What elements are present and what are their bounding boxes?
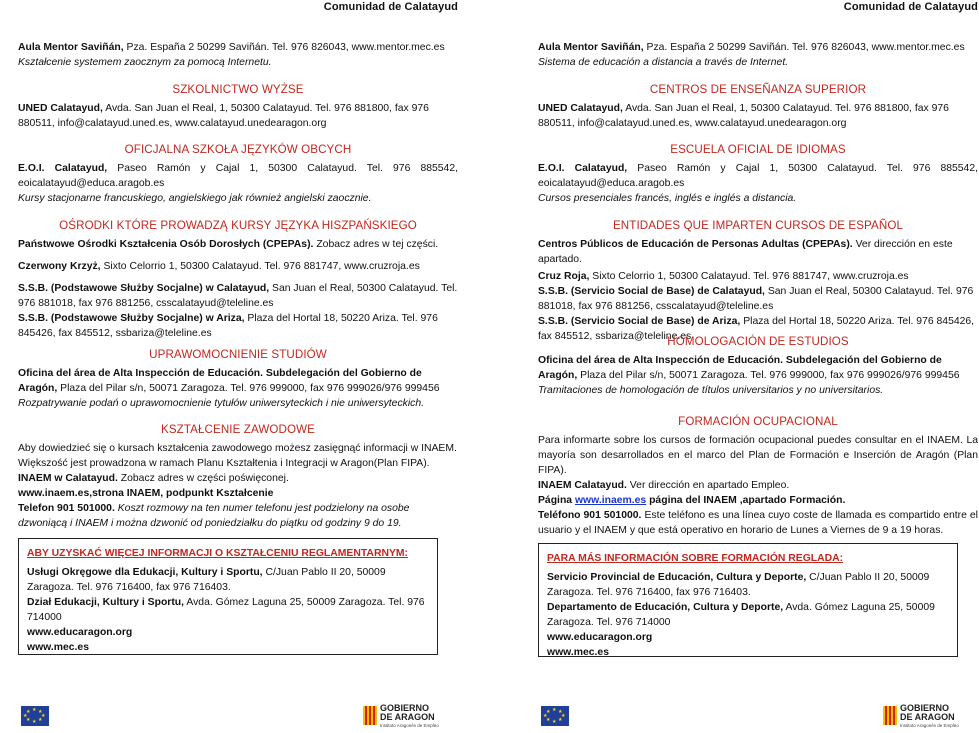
- aula-mentor-right: [538, 40, 978, 70]
- training-p1: Para informarte sobre los cursos de formación ocupacional puedes consultar en el INAEM. La mayoría son desarrollados en el marco del Plan de Formación e Inserción de Aragón (Plan FIPA).: [538, 434, 978, 476]
- aula-name: Aula Mentor Saviñán,: [18, 42, 124, 53]
- ssb-ariza-name: S.S.B. (Servicio Social de Base) de Ariza,: [538, 316, 741, 328]
- phone-number: Teléfono 901 501000.: [538, 510, 642, 522]
- inspection-office-name: Oficina del área de Alta Inspección de Educación. Subdelegación del Gobierno de Aragón,: [538, 354, 942, 381]
- footer-left: [18, 700, 458, 733]
- eoi-name: E.O.I. Calatayud,: [18, 162, 108, 174]
- logo-text: GOBIERNO: [380, 703, 430, 713]
- department-address: Avda. Gómez Laguna 25, 50009 Zaragoza. Tel. 976 714000: [27, 597, 425, 624]
- inspection-office-address: Plaza del Pilar s/n, 50071 Zaragoza. Tel. 976 999000, fax 976 999026/976 999456: [57, 382, 440, 394]
- section-title: CENTROS DE ENSEÑANZA SUPERIOR: [649, 83, 867, 96]
- footer-right: [538, 700, 978, 733]
- red-cross-name: Czerwony Krzyż,: [18, 260, 101, 272]
- section-title: UPRAWOMOCNIENIE STUDIÓW: [149, 348, 327, 361]
- header-left: Comunidad de Calatayud: [323, 1, 458, 13]
- training-p1: Aby dowiedzieć się o kursach kształcenia zawodowego możesz zasięgnąć informacji w INAEM.: [18, 442, 457, 454]
- logo-text: DE ARAGON: [380, 712, 435, 722]
- section-spanish-courses: [538, 218, 978, 344]
- info-box-title: PARA MÁS INFORMACIÓN SOBRE FORMACIÓN REGLADA:: [547, 553, 844, 564]
- educaragon-link[interactable]: www.educaragon.org: [547, 632, 653, 644]
- mec-link[interactable]: www.mec.es: [27, 642, 89, 654]
- aula-note: Sistema de educación a distancia a través de Internet.: [538, 57, 789, 69]
- service-address: C/Juan Pablo II 20, 50009 Zaragoza. Tel. 976 716400, fax 976 716403.: [27, 567, 386, 594]
- ssb-ariza-name: S.S.B. (Podstawowe Służby Socjalne) w Ariza,: [18, 313, 245, 325]
- ssb-calatayud-address: San Juan el Real, 50300 Calatayud. Tel. 976 881018, fax 976 881256, csscalatayud@teleline.es: [538, 286, 974, 313]
- inaem-name: INAEM w Calatayud.: [18, 472, 118, 484]
- service-name: Usługi Okręgowe dla Edukacji, Kultury i Sportu,: [27, 567, 263, 579]
- section-vocational-training: [538, 414, 978, 538]
- gobierno-aragon-logo: [883, 704, 979, 732]
- aragon-emblem-icon: [883, 706, 897, 725]
- section-title: SZKOLNICTWO WYŻSE: [172, 83, 304, 96]
- eu-flag-icon: ★ ★ ★ ★ ★ ★ ★ ★: [21, 706, 49, 726]
- section-language-school: [18, 142, 458, 206]
- inspection-office-address: Plaza del Pilar s/n, 50071 Zaragoza. Tel. 976 999000, fax 976 999026/976 999456: [577, 369, 960, 381]
- eoi-note: Kursy stacjonarne francuskiego, angielskiego jak również angielski zaocznie.: [18, 192, 372, 204]
- aula-address: Pza. España 2 50299 Saviñán. Tel. 976 826043, www.mentor.mec.es: [123, 42, 445, 53]
- info-box: [18, 538, 438, 655]
- info-box: [538, 543, 958, 657]
- eoi-address: Paseo Ramón y Cajal 1, 50300 Calatayud. Tel. 976 885542, eoicalatayud@educa.aragob.es: [538, 162, 979, 189]
- department-name: Dział Edukacji, Kultury i Sportu,: [27, 597, 185, 609]
- logo-subtext: Instituto Aragonés de Empleo: [900, 723, 959, 728]
- phone-number: Telefon 901 501000.: [18, 503, 115, 515]
- service-name: Servicio Provincial de Educación, Cultura y Deporte,: [547, 572, 807, 584]
- aula-name: Aula Mentor Saviñán,: [538, 42, 644, 53]
- section-title: OFICJALNA SZKOŁA JĘZYKÓW OBCYCH: [124, 143, 352, 156]
- phone-note: Koszt rozmowy na ten numer telefonu jest podzielony na osobe dzwoniącą i INAEM i można dzwonić od poniedziałku do piątku od godziny 9 do 19.: [18, 503, 410, 530]
- service-address: C/Juan Pablo II 20, 50009 Zaragoza. Tel. 976 716400, fax 976 716403.: [547, 572, 930, 599]
- mec-link[interactable]: www.mec.es: [547, 647, 609, 659]
- red-cross-address: Sixto Celorrio 1, 50300 Calatayud. Tel. 976 881747, www.cruzroja.es: [589, 270, 909, 282]
- department-name: Departamento de Educación, Cultura y Deporte,: [547, 602, 784, 614]
- gobierno-aragon-logo: [363, 704, 459, 732]
- section-homologation: [538, 334, 978, 398]
- uned-name: UNED Calatayud,: [538, 102, 623, 114]
- inaem-link[interactable]: www.inaem.es: [574, 495, 647, 507]
- section-title: ENTIDADES QUE IMPARTEN CURSOS DE ESPAÑOL: [612, 219, 904, 232]
- homologation-note: Tramitaciones de homologación de títulos universitarios y no universitarios.: [538, 384, 884, 396]
- inaem-name: INAEM Calatayud.: [538, 480, 627, 492]
- header-right: Comunidad de Calatayud: [843, 1, 978, 13]
- section-title: ESCUELA OFICIAL DE IDIOMAS: [670, 143, 846, 156]
- ssb-ariza-address: Plaza del Hortal 18, 50220 Ariza. Tel. 976 845426, fax 845512, ssbariza@teleline.es: [18, 313, 438, 340]
- department-address: Avda. Gómez Laguna 25, 50009 Zaragoza. Tel. 976 714000: [547, 602, 935, 629]
- logo-text: DE ARAGON: [900, 712, 955, 722]
- section-vocational-training: [18, 422, 458, 531]
- inaem-web[interactable]: www.inaem.es,strona INAEM, podpunkt Kształcenie: [18, 488, 274, 500]
- eoi-note: Cursos presenciales francés, inglés e inglés a distancia.: [538, 192, 797, 204]
- cpepa-note: Ver dirección en este apartado.: [538, 238, 953, 265]
- ssb-calatayud-name: S.S.B. (Servicio Social de Base) de Calatayud,: [538, 286, 765, 298]
- section-title: KSZTAŁCENIE ZAWODOWE: [160, 423, 315, 436]
- section-homologation: [18, 347, 458, 411]
- inspection-office-name: Oficina del área de Alta Inspección de Educación. Subdelegación del Gobierno de Aragón,: [18, 367, 422, 394]
- eoi-name: E.O.I. Calatayud,: [538, 162, 628, 174]
- eoi-address: Paseo Ramón y Cajal 1, 50300 Calatayud. Tel. 976 885542, eoicalatayud@educa.aragob.es: [18, 162, 459, 189]
- uned-address: Avda. San Juan el Real, 1, 50300 Calatayud. Tel. 976 881800, fax 976 880511, info@calatayud.uned.es, www.calatayud.unedearagon.org: [538, 102, 949, 129]
- page-note: página del INAEM ,apartado Formación.: [646, 495, 846, 507]
- aragon-emblem-icon: [363, 706, 377, 725]
- aula-address: Pza. España 2 50299 Saviñán. Tel. 976 826043, www.mentor.mec.es: [643, 42, 965, 53]
- section-language-school: [538, 142, 978, 206]
- red-cross-address: Sixto Celorrio 1, 50300 Calatayud. Tel. 976 881747, www.cruzroja.es: [100, 260, 420, 272]
- uned-name: UNED Calatayud,: [18, 102, 103, 114]
- eu-flag-icon: ★ ★ ★ ★ ★ ★ ★ ★: [541, 706, 569, 726]
- training-p2: Większość jest prowadzona w ramach Planu Kształtenia i Integracji w Aragon(Plan FIPA).: [18, 457, 430, 469]
- logo-text: GOBIERNO: [900, 703, 950, 713]
- educaragon-link[interactable]: www.educaragon.org: [27, 627, 133, 639]
- logo-subtext: Instituto Aragonés de Empleo: [380, 723, 439, 728]
- ssb-calatayud-name: S.S.B. (Podstawowe Służby Socjalne) w Calatayud,: [18, 282, 270, 294]
- cpepa-name: Centros Públicos de Educación de Personas Adultas (CPEPAs).: [538, 238, 853, 250]
- phone-note: Este teléfono es una línea cuyo coste de llamada es compartido entre el usuario y el INAEM y que está operativo en horario de Lunes a Viernes de 9 a 19 horas.: [538, 510, 978, 537]
- ssb-calatayud-address: San Juan el Real, 50300 Calatayud. Tel. 976 881018, fax 976 881256, csscalatayud@teleline.es: [18, 282, 458, 310]
- right-column: [538, 0, 978, 733]
- section-title: FORMACIÓN OCUPACIONAL: [678, 415, 838, 428]
- page-label: Página: [538, 495, 575, 507]
- uned-address: Avda. San Juan el Real, 1, 50300 Calatayud. Tel. 976 881800, fax 976 880511, info@calatayud.uned.es, www.calatayud.unedearagon.org: [18, 102, 429, 129]
- aula-note: Kształcenie systemem zaocznym za pomocą Internetu.: [18, 57, 272, 69]
- section-higher-education: [538, 82, 978, 131]
- section-title: OŚRODKI KTÓRE PROWADZĄ KURSY JĘZYKA HISZPAŃSKIEGO: [59, 219, 417, 232]
- aula-mentor-left: [18, 40, 458, 70]
- red-cross-name: Cruz Roja,: [538, 270, 590, 282]
- section-title: HOMOLOGACIÓN DE ESTUDIOS: [667, 335, 849, 348]
- section-spanish-courses: [18, 218, 458, 341]
- ssb-ariza-address: Plaza del Hortal 18, 50220 Ariza. Tel. 976 845426, fax 845512, ssbariza@teleline.es: [538, 316, 975, 343]
- section-higher-education: [18, 82, 458, 131]
- cpepa-name: Państwowe Ośrodki Kształcenia Osób Dorosłych (CPEPAs).: [18, 238, 314, 250]
- inaem-note: Zobacz adres w części poświęconej.: [117, 472, 289, 484]
- info-box-title: ABY UZYSKAĆ WIĘCEJ INFORMACJI O KSZTAŁCENIU REGLAMENTARNYM:: [27, 548, 408, 559]
- homologation-note: Rozpatrywanie podań o uprawomocnienie tytułów uniwersyteckich i nie uniwersyteckich.: [18, 397, 425, 409]
- left-column: [18, 0, 458, 733]
- cpepa-note: Zobacz adres w tej części.: [313, 238, 439, 250]
- inaem-note: Ver dirección en apartado Empleo.: [626, 480, 790, 492]
